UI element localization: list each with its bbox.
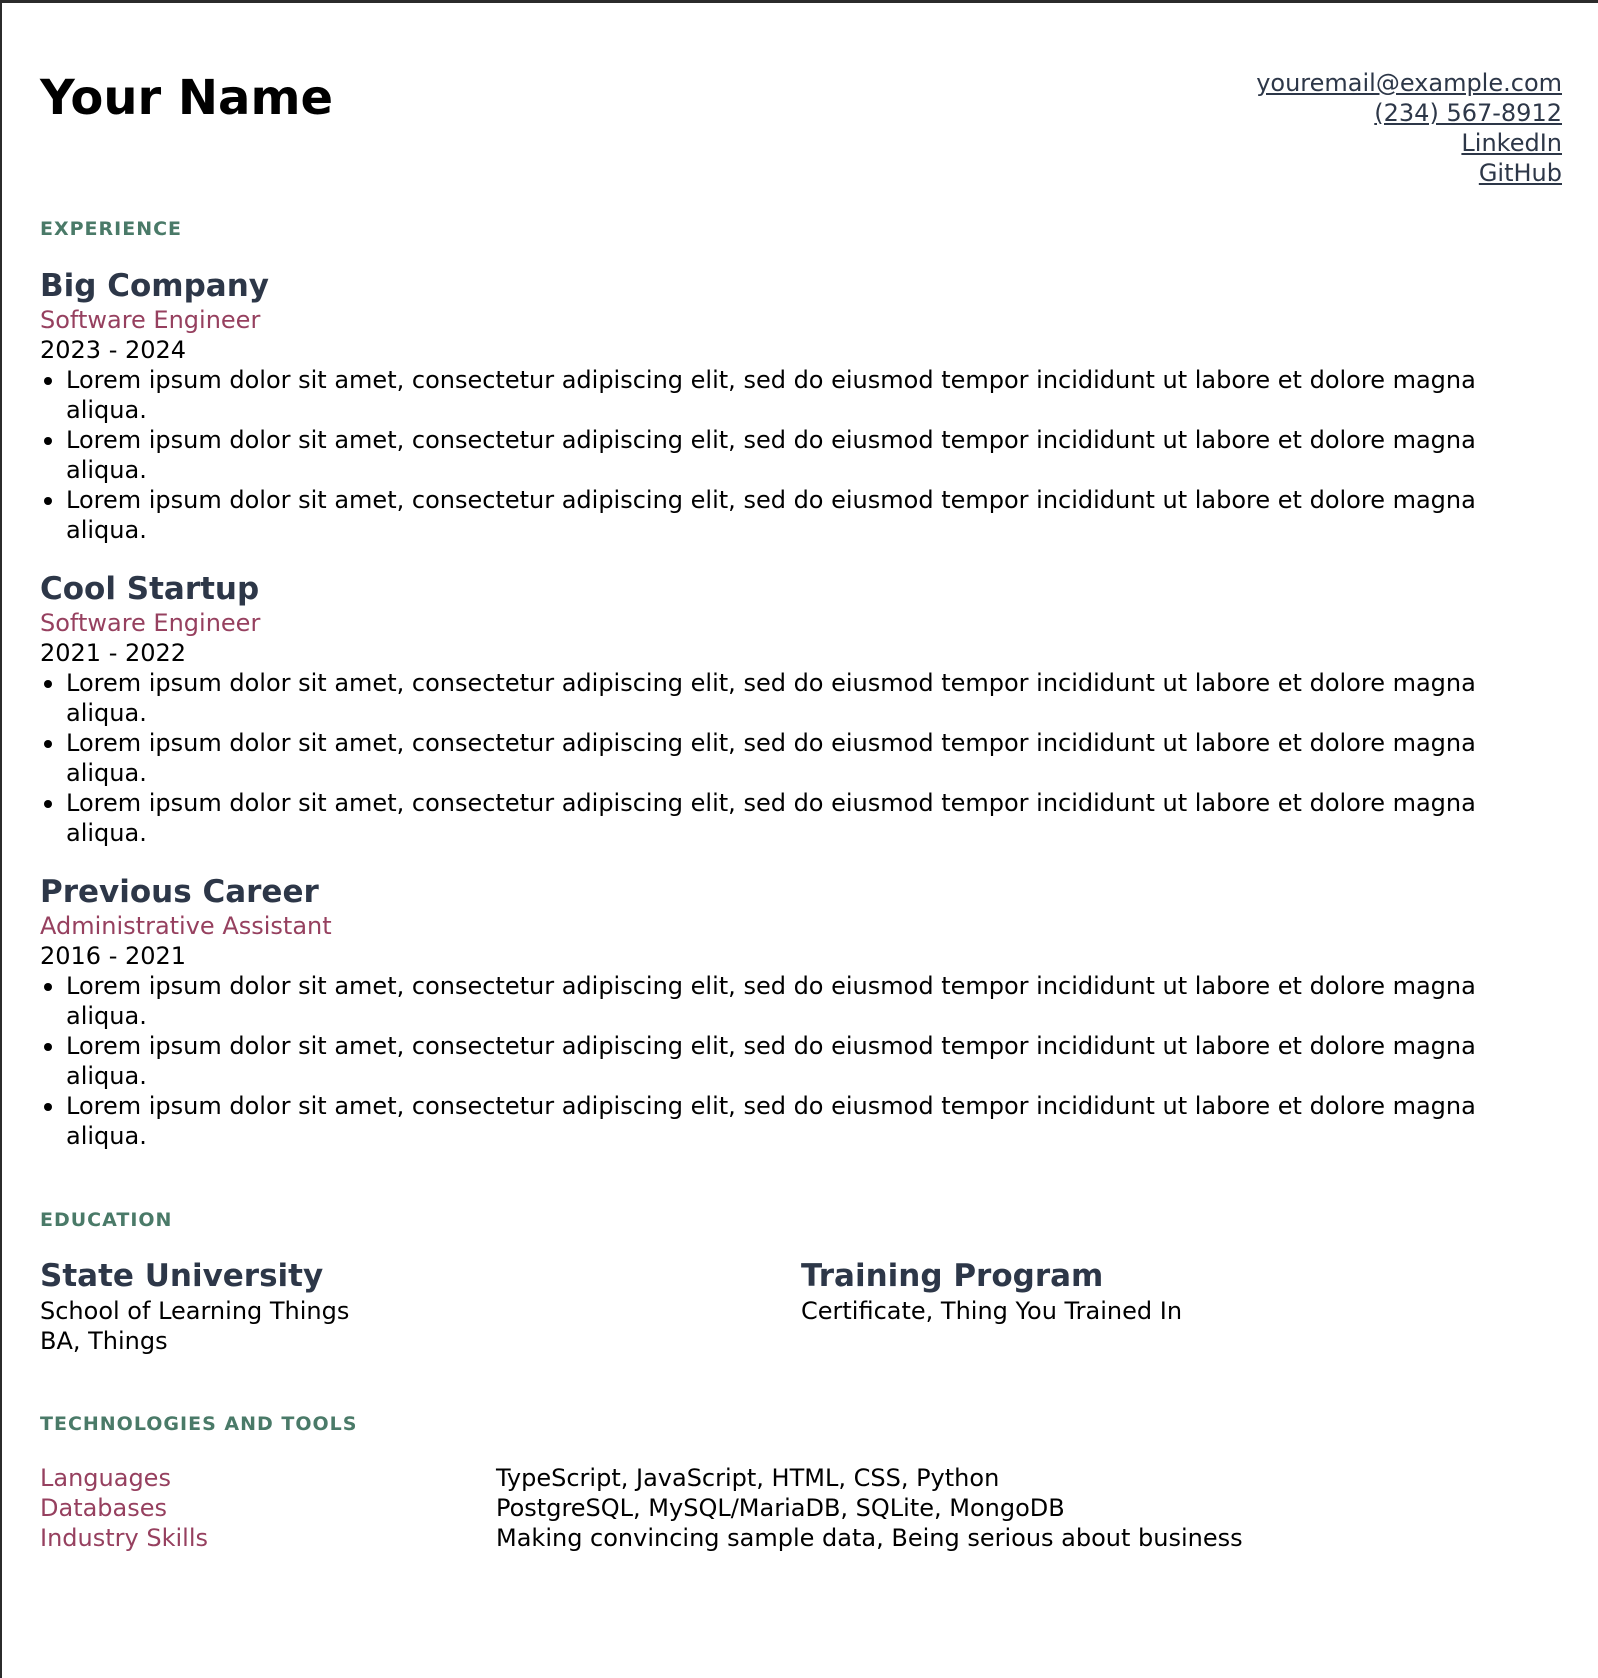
education-section-title: EDUCATION <box>40 1209 173 1231</box>
email-link[interactable]: youremail@example.com <box>1256 69 1562 97</box>
bullet-text: Lorem ipsum dolor sit amet, consectetur adipiscing elit, sed do eiusmod tempor incididunt ut labore et dolore magna aliqua. <box>66 426 1476 484</box>
tech-value: Making convincing sample data, Being serious about business <box>496 1524 1243 1552</box>
bullet-text: Lorem ipsum dolor sit amet, consectetur adipiscing elit, sed do eiusmod tempor incididunt ut labore et dolore magna aliqua. <box>66 972 1476 1030</box>
job-bullets <box>40 971 1560 1151</box>
education-detail: Certificate, Thing You Trained In <box>801 1297 1183 1325</box>
bullet-text: Lorem ipsum dolor sit amet, consectetur adipiscing elit, sed do eiusmod tempor incididunt ut labore et dolore magna aliqua. <box>66 729 1476 787</box>
bullet-item <box>40 788 1560 848</box>
job-company: Previous Career <box>40 874 319 910</box>
bullet-text: Lorem ipsum dolor sit amet, consectetur adipiscing elit, sed do eiusmod tempor incididunt ut labore et dolore magna aliqua. <box>66 486 1476 544</box>
resume-page <box>40 0 1562 1552</box>
bullet-item <box>40 728 1560 788</box>
job-dates: 2016 - 2021 <box>40 942 187 970</box>
job-dates: 2021 - 2022 <box>40 639 187 667</box>
bullet-text: Lorem ipsum dolor sit amet, consectetur adipiscing elit, sed do eiusmod tempor incididunt ut labore et dolore magna aliqua. <box>66 366 1476 424</box>
tech-label: Industry Skills <box>40 1524 208 1552</box>
experience-section-title: EXPERIENCE <box>40 218 183 240</box>
bullet-item <box>40 425 1560 485</box>
tech-label: Languages <box>40 1464 171 1492</box>
bullet-dot <box>44 1103 52 1111</box>
window-left-border <box>0 0 2 1678</box>
bullet-dot <box>44 377 52 385</box>
education-institution: State University <box>40 1258 324 1294</box>
bullet-item <box>40 485 1560 545</box>
resume-header <box>40 0 1562 200</box>
linkedin-link[interactable]: LinkedIn <box>1461 129 1562 157</box>
job-entry <box>40 570 1560 848</box>
tech-row <box>40 1493 1243 1523</box>
bullet-dot <box>44 740 52 748</box>
bullet-text: Lorem ipsum dolor sit amet, consectetur adipiscing elit, sed do eiusmod tempor incididunt ut labore et dolore magna aliqua. <box>66 1092 1476 1150</box>
job-company: Big Company <box>40 268 269 304</box>
bullet-item <box>40 668 1560 728</box>
bullet-dot <box>44 800 52 808</box>
job-role: Software Engineer <box>40 609 261 637</box>
tech-row <box>40 1463 1243 1493</box>
candidate-name: Your Name <box>40 70 334 126</box>
bullet-text: Lorem ipsum dolor sit amet, consectetur adipiscing elit, sed do eiusmod tempor incididunt ut labore et dolore magna aliqua. <box>66 789 1476 847</box>
education-detail: School of Learning Things <box>40 1297 350 1325</box>
education-entry <box>40 1256 349 1356</box>
bullet-text: Lorem ipsum dolor sit amet, consectetur adipiscing elit, sed do eiusmod tempor incididunt ut labore et dolore magna aliqua. <box>66 1032 1476 1090</box>
job-entry <box>40 267 1560 545</box>
education-entry <box>801 1256 1182 1326</box>
tech-value: TypeScript, JavaScript, HTML, CSS, Python <box>496 1464 1000 1492</box>
bullet-item <box>40 1091 1560 1151</box>
job-dates: 2023 - 2024 <box>40 336 187 364</box>
bullet-dot <box>44 680 52 688</box>
bullet-item <box>40 1031 1560 1091</box>
bullet-dot <box>44 1043 52 1051</box>
tech-value: PostgreSQL, MySQL/MariaDB, SQLite, MongoDB <box>496 1494 1065 1522</box>
education-degree: BA, Things <box>40 1327 168 1355</box>
bullet-text: Lorem ipsum dolor sit amet, consectetur adipiscing elit, sed do eiusmod tempor incididunt ut labore et dolore magna aliqua. <box>66 669 1476 727</box>
technologies-table <box>40 1463 1243 1553</box>
bullet-item <box>40 365 1560 425</box>
job-role: Software Engineer <box>40 306 261 334</box>
tech-label: Databases <box>40 1494 168 1522</box>
technologies-section-title: TECHNOLOGIES AND TOOLS <box>40 1413 358 1435</box>
tech-row <box>40 1523 1243 1553</box>
bullet-dot <box>44 497 52 505</box>
bullet-item <box>40 971 1560 1031</box>
github-link[interactable]: GitHub <box>1478 159 1562 187</box>
job-company: Cool Startup <box>40 571 260 607</box>
bullet-dot <box>44 983 52 991</box>
job-role: Administrative Assistant <box>40 912 332 940</box>
job-bullets <box>40 668 1560 848</box>
contact-info <box>1256 68 1562 188</box>
job-bullets <box>40 365 1560 545</box>
education-institution: Training Program <box>801 1258 1104 1294</box>
phone-link[interactable]: (234) 567-8912 <box>1374 99 1562 127</box>
bullet-dot <box>44 437 52 445</box>
job-entry <box>40 873 1560 1151</box>
